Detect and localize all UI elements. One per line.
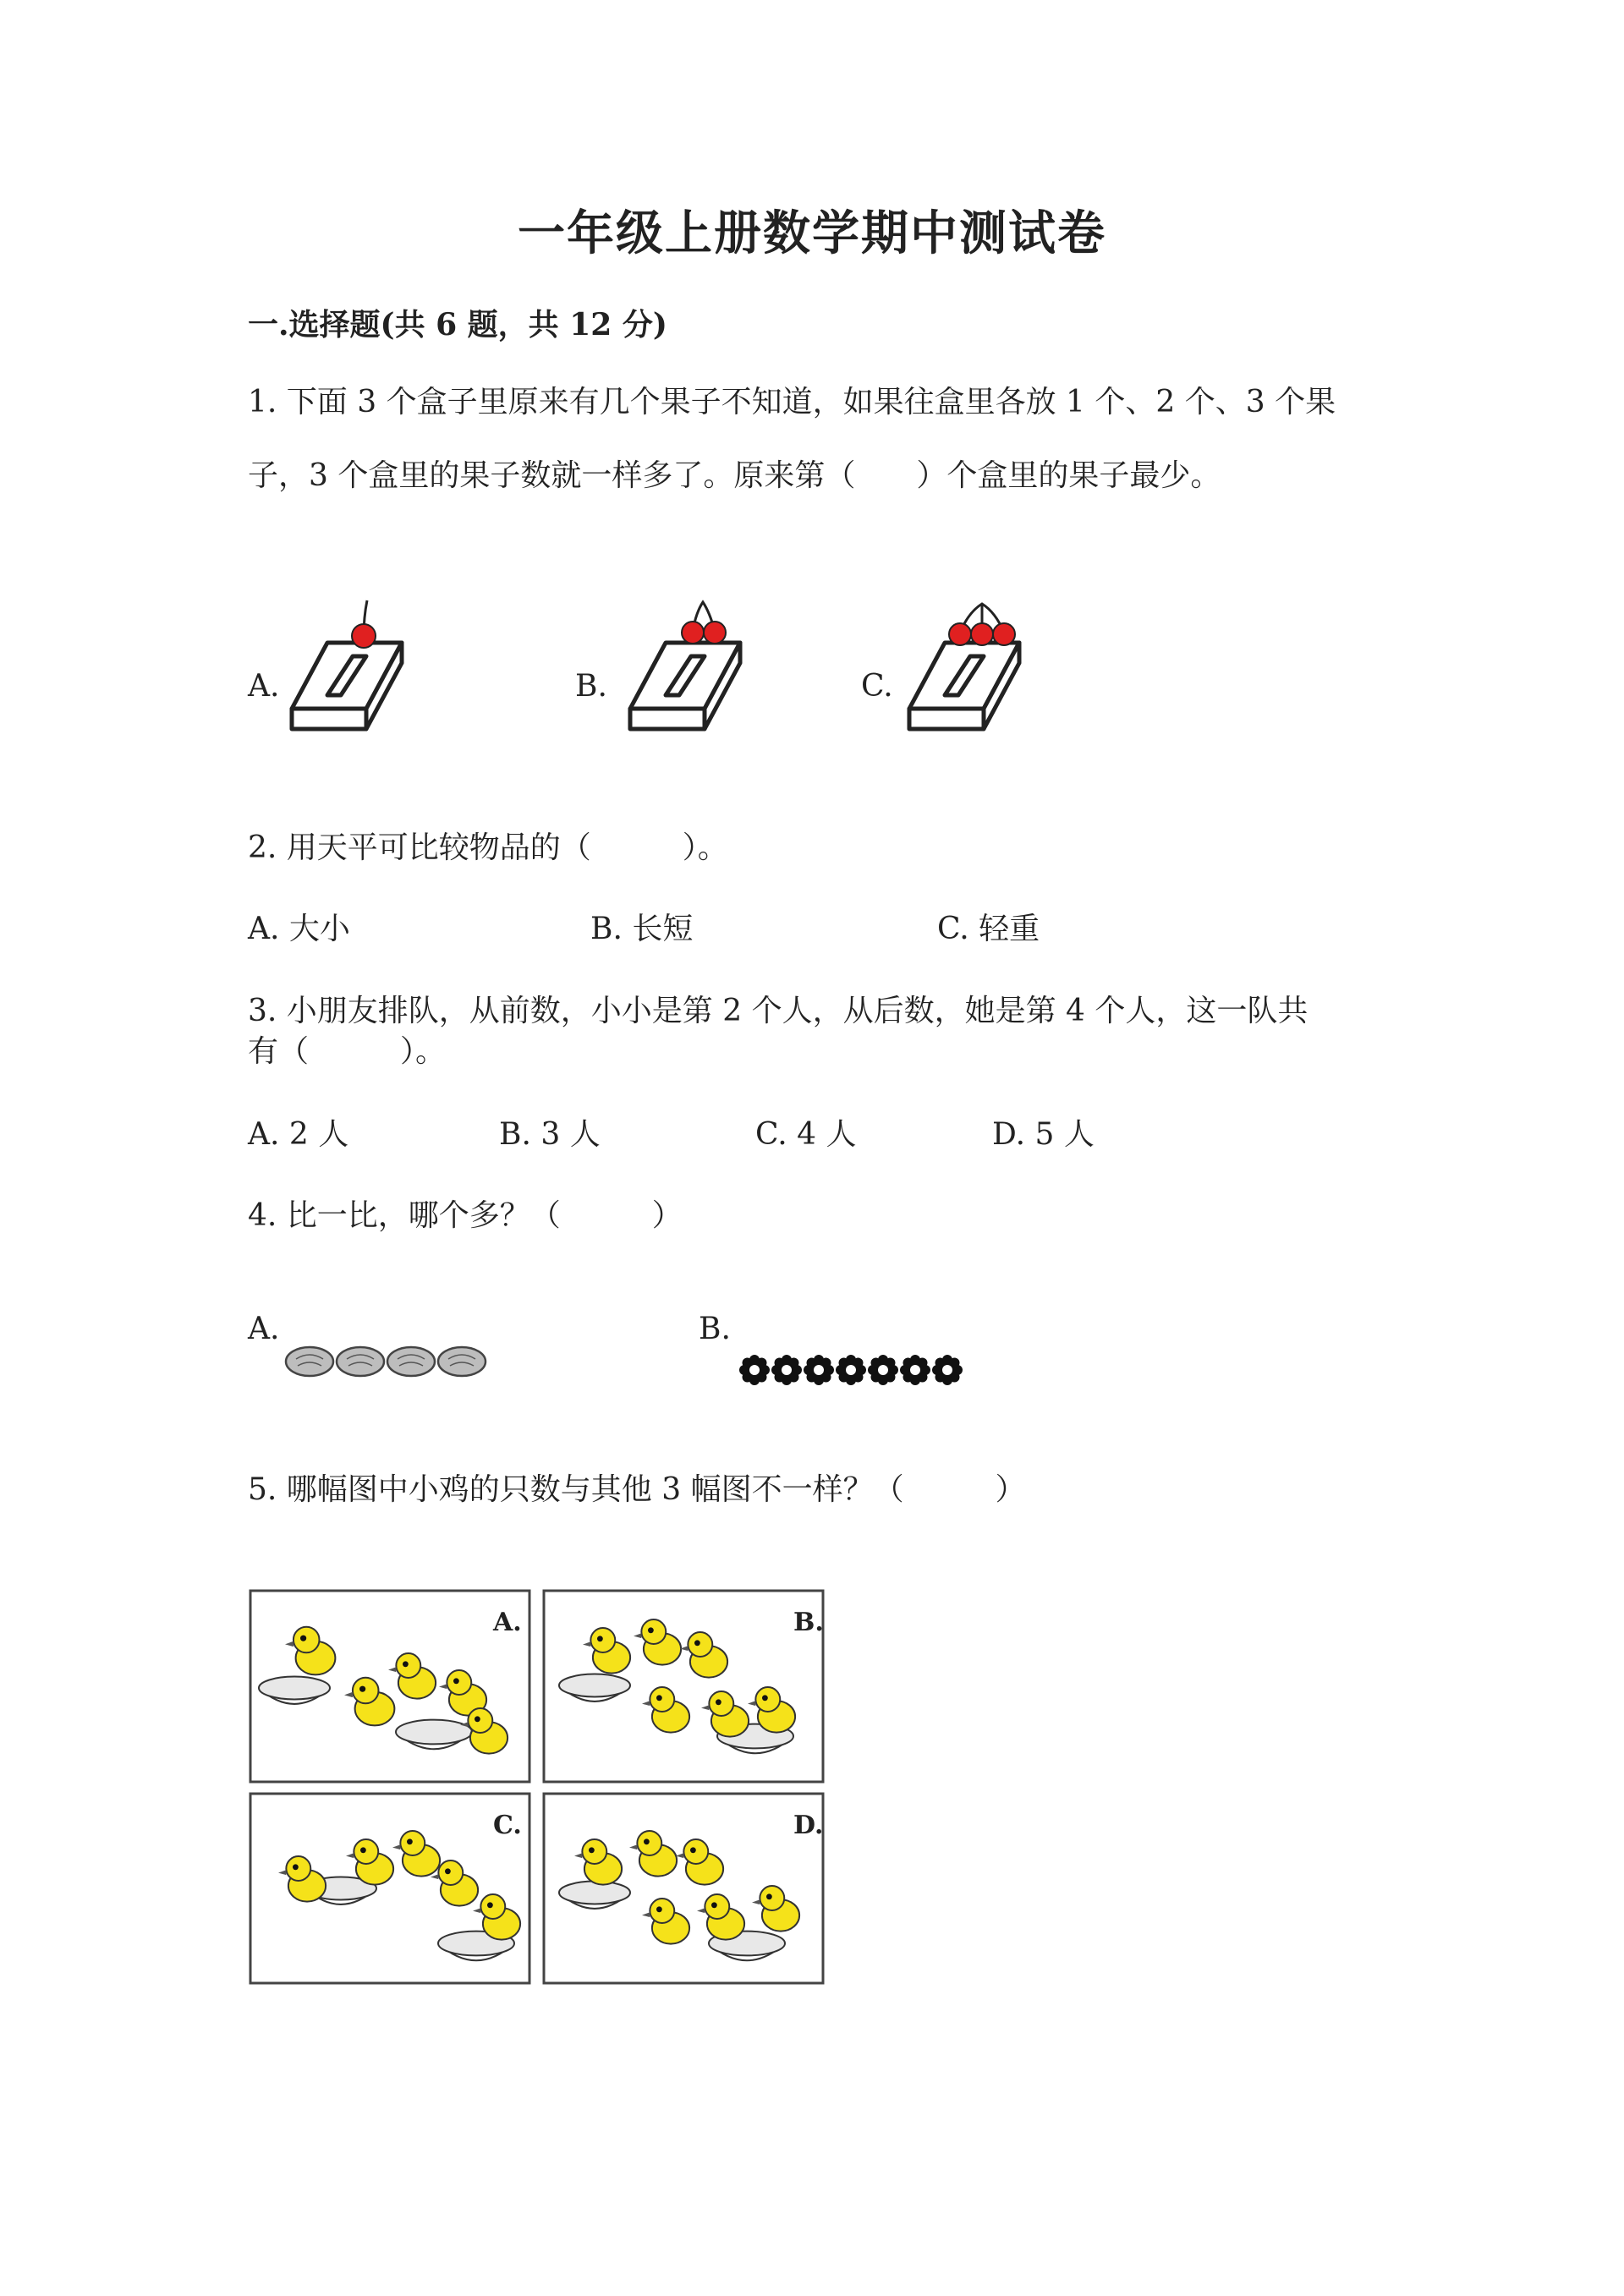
flower-icon: [868, 1355, 898, 1385]
chick-picture-grid: [248, 1588, 831, 1986]
box-with-1-cherry-icon: [283, 584, 419, 736]
page-title: 一年级上册数学期中测试卷: [518, 205, 1106, 261]
question-4-line-1: 4. 比一比，哪个多？（ ）: [248, 1198, 683, 1233]
q2-option-b: B. 长短: [590, 912, 694, 946]
q1-option-b-label: B.: [575, 669, 607, 704]
q3-option-a: A. 2 人: [248, 1117, 349, 1152]
q4-option-b-label: B.: [699, 1312, 731, 1346]
panel-d-label: D.: [793, 1811, 824, 1840]
q3-option-d: D. 5 人: [992, 1117, 1095, 1152]
q4-option-a-label: A.: [248, 1312, 280, 1346]
q1-option-c-label: C.: [861, 669, 893, 704]
panel-c-label: C.: [493, 1811, 522, 1840]
flower-icon: [739, 1355, 770, 1385]
flower-icon: [771, 1355, 802, 1385]
flower-icon: [804, 1355, 834, 1385]
q2-option-a: A. 大小: [248, 912, 350, 946]
q3-option-c: C. 4 人: [755, 1117, 857, 1152]
panel-a-label: A.: [493, 1608, 522, 1637]
question-2-line-1: 2. 用天平可比较物品的（ ）。: [248, 830, 728, 865]
q1-option-a-label: A.: [248, 669, 280, 704]
question-1-line-2: 子，3 个盒里的果子数就一样多了。原来第（ ）个盒里的果子最少。: [248, 458, 1221, 493]
box-with-3-cherries-icon: [901, 584, 1036, 736]
question-3-line-1: 3. 小朋友排队，从前数，小小是第 2 个人，从后数，她是第 4 个人，这一队共: [248, 994, 1309, 1028]
seven-flowers-icon: [738, 1351, 974, 1389]
q2-option-c: C. 轻重: [937, 912, 1040, 946]
flower-icon: [836, 1355, 866, 1385]
flower-icon: [932, 1355, 963, 1385]
q3-option-b: B. 3 人: [499, 1117, 601, 1152]
question-5-line-1: 5. 哪幅图中小鸡的只数与其他 3 幅图不一样？（ ）: [248, 1472, 1026, 1507]
four-shells-icon: [284, 1340, 496, 1383]
section-heading: 一.选择题(共 6 题，共 12 分): [248, 307, 667, 342]
question-3-line-2: 有（ ）。: [248, 1034, 447, 1069]
question-1-line-1: 1. 下面 3 个盒子里原来有几个果子不知道，如果往盒里各放 1 个、2 个、3 个果: [248, 385, 1336, 419]
panel-b-label: B.: [793, 1608, 824, 1637]
flower-icon: [900, 1355, 930, 1385]
box-with-2-cherries-icon: [622, 584, 757, 736]
